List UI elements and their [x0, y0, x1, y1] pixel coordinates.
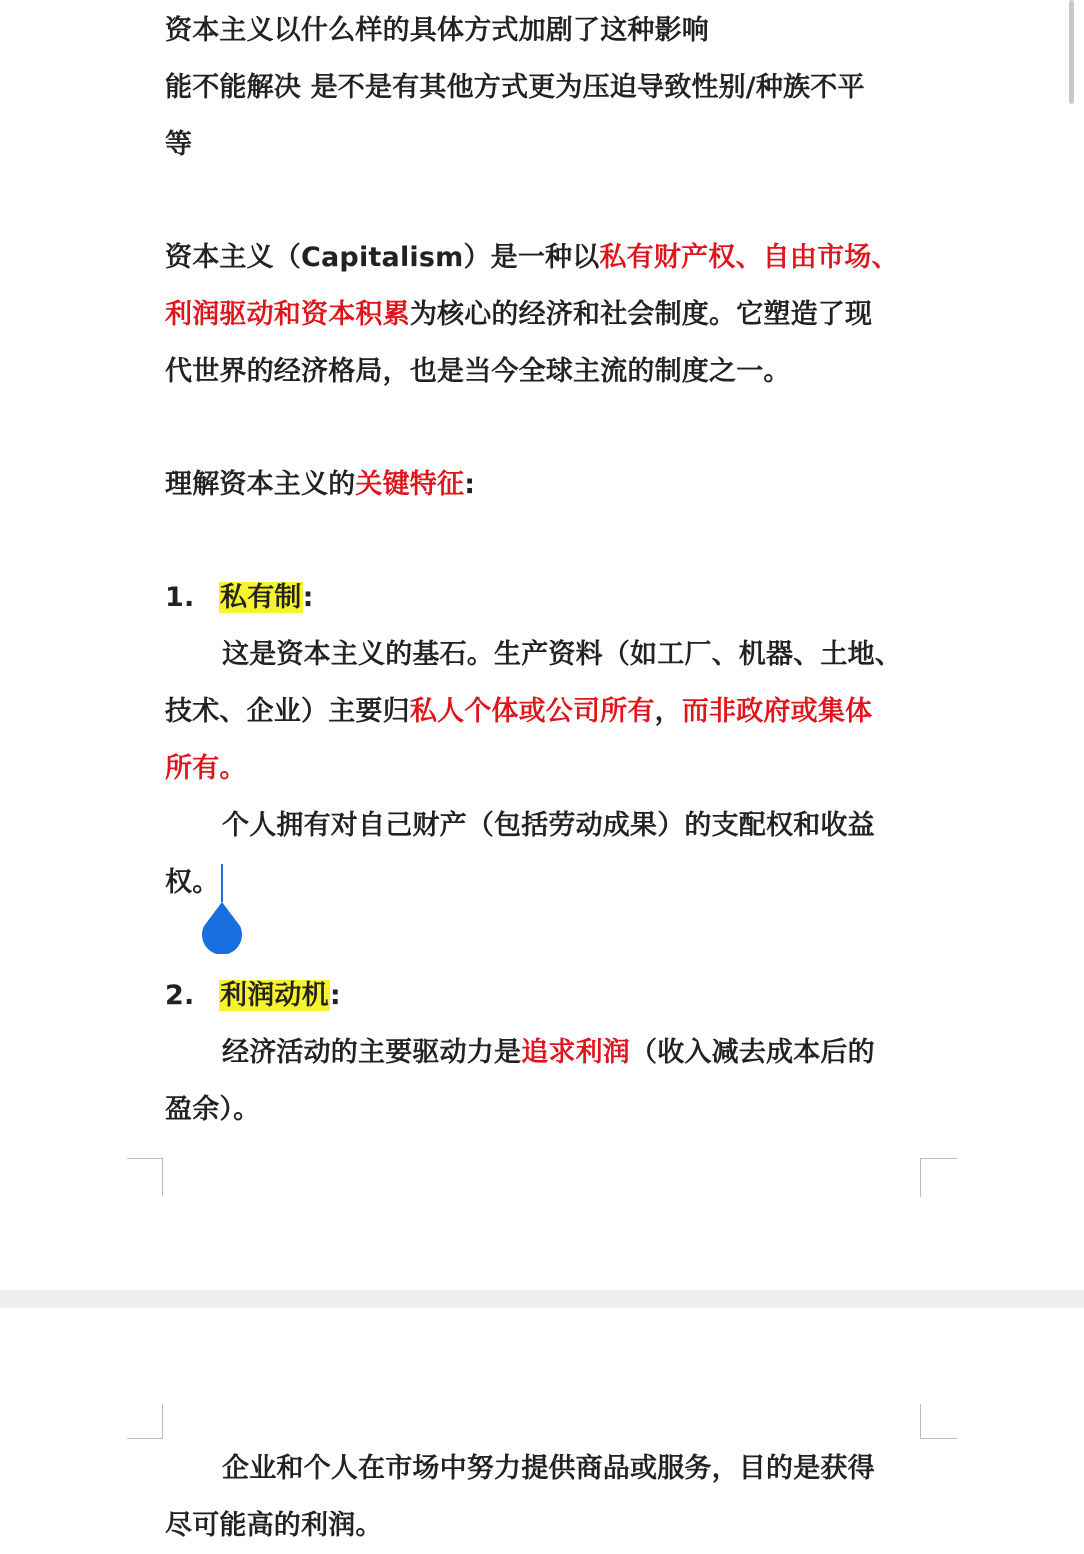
- page-margin-corner: [127, 1158, 163, 1195]
- page2-line-2: 尽可能高的利润。: [165, 1510, 383, 1541]
- text-run-emphasis: 关键特征: [355, 469, 465, 500]
- page-margin-corner: [920, 1404, 957, 1439]
- list-item-1-line-1: 这是资本主义的基石。生产资料（如工厂、机器、土地、: [222, 639, 902, 670]
- text-run: （收入减去成本后的: [630, 1037, 875, 1068]
- list-item-2-heading: [165, 979, 341, 1013]
- list-item-1-line-2: [165, 695, 872, 729]
- list-item-1-heading: [165, 581, 314, 615]
- paragraph-capitalism-line-2: [165, 298, 872, 332]
- highlighted-title: 利润动机: [220, 980, 329, 1011]
- text-run-emphasis: 追求利润: [521, 1037, 631, 1068]
- text-run: 理解资本主义的: [165, 469, 356, 500]
- list-item-1-line-3: 所有。: [165, 753, 247, 784]
- text-run-emphasis: 而非政府或集体: [681, 696, 873, 727]
- question-line-2: 能不能解决 是不是有其他方式更为压迫导致性别/种族不平: [165, 72, 865, 103]
- list-item-2-line-1: [222, 1036, 875, 1070]
- text-run: :: [464, 469, 476, 500]
- text-run: :: [329, 980, 341, 1011]
- page-margin-corner: [162, 1158, 163, 1196]
- scrollbar-thumb[interactable]: [1069, 0, 1074, 104]
- text-run: 为核心的经济和社会制度。它塑造了现: [409, 299, 873, 330]
- list-item-1-line-5: 权。: [165, 867, 220, 898]
- page2-line-1: 企业和个人在市场中努力提供商品或服务，目的是获得: [222, 1453, 875, 1484]
- teardrop-handle-icon[interactable]: [200, 902, 244, 954]
- page-separator: [0, 1290, 1084, 1308]
- text-run-emphasis: 利润驱动和资本积累: [165, 299, 410, 330]
- paragraph-capitalism-line-3: 代世界的经济格局，也是当今全球主流的制度之一。: [165, 356, 791, 387]
- text-run-emphasis: 私有财产权、自由市场、: [599, 242, 899, 273]
- text-run: ，: [654, 696, 682, 727]
- list-item-2-line-2: 盈余）。: [165, 1094, 261, 1125]
- list-number: 1.: [165, 582, 195, 613]
- question-line-1: 资本主义以什么样的具体方式加剧了这种影响: [165, 15, 709, 46]
- text-run: 经济活动的主要驱动力是: [222, 1037, 522, 1068]
- text-run: :: [302, 582, 314, 613]
- text-run-emphasis: 私人个体或公司所有: [409, 696, 655, 727]
- text-cursor: [221, 864, 223, 902]
- text-run: 技术、企业）主要归: [165, 696, 410, 727]
- highlighted-title: 私有制: [220, 582, 302, 613]
- question-line-3: 等: [165, 129, 193, 160]
- text-run: 资本主义（Capitalism）是一种以: [165, 242, 600, 273]
- page-margin-corner: [127, 1404, 163, 1439]
- key-features-heading: [165, 468, 475, 502]
- paragraph-capitalism-line-1: [165, 241, 899, 275]
- page-margin-corner: [920, 1158, 957, 1197]
- list-number: 2.: [165, 980, 195, 1011]
- list-item-1-line-4: 个人拥有对自己财产（包括劳动成果）的支配权和收益: [222, 810, 875, 841]
